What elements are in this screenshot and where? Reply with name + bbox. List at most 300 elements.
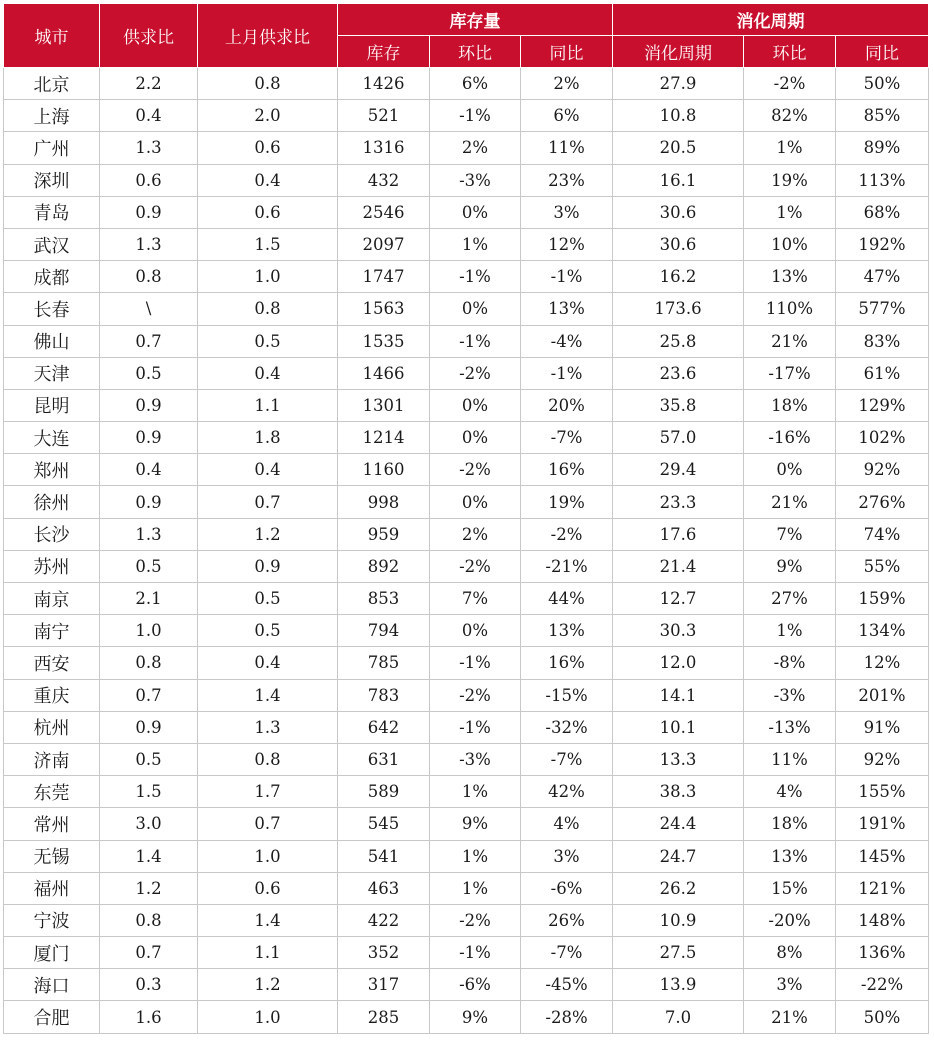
cell-digestion-cycle: 10.8 bbox=[613, 100, 744, 132]
cell-inventory: 785 bbox=[338, 647, 430, 679]
header-inventory-yoy: 同比 bbox=[521, 36, 613, 68]
cell-inventory-mom: 0% bbox=[430, 196, 521, 228]
cell-city: 福州 bbox=[4, 872, 100, 904]
cell-supply-demand: 0.7 bbox=[100, 325, 198, 357]
cell-digestion-yoy: 136% bbox=[836, 937, 929, 969]
cell-inventory: 1160 bbox=[338, 454, 430, 486]
cell-inventory-mom: 9% bbox=[430, 1001, 521, 1033]
cell-inventory-mom: -3% bbox=[430, 743, 521, 775]
cell-inventory-mom: -1% bbox=[430, 711, 521, 743]
cell-inventory: 853 bbox=[338, 583, 430, 615]
cell-inventory-mom: -1% bbox=[430, 100, 521, 132]
table-row bbox=[4, 68, 929, 100]
cell-inventory-mom: 1% bbox=[430, 872, 521, 904]
cell-inventory-yoy: -7% bbox=[521, 422, 613, 454]
cell-digestion-cycle: 27.5 bbox=[613, 937, 744, 969]
cell-digestion-cycle: 12.7 bbox=[613, 583, 744, 615]
cell-last-month-supply-demand: 0.5 bbox=[198, 325, 338, 357]
cell-inventory-yoy: 4% bbox=[521, 808, 613, 840]
cell-city: 南京 bbox=[4, 583, 100, 615]
cell-last-month-supply-demand: 0.8 bbox=[198, 293, 338, 325]
table-row bbox=[4, 196, 929, 228]
cell-inventory: 422 bbox=[338, 904, 430, 936]
table-row bbox=[4, 937, 929, 969]
cell-digestion-mom: -2% bbox=[744, 68, 836, 100]
cell-digestion-mom: 11% bbox=[744, 743, 836, 775]
table-row bbox=[4, 389, 929, 421]
cell-inventory: 352 bbox=[338, 937, 430, 969]
table-row bbox=[4, 776, 929, 808]
cell-digestion-yoy: 276% bbox=[836, 486, 929, 518]
cell-digestion-mom: -16% bbox=[744, 422, 836, 454]
cell-supply-demand: 1.3 bbox=[100, 132, 198, 164]
cell-supply-demand: 2.2 bbox=[100, 68, 198, 100]
cell-inventory-mom: -6% bbox=[430, 969, 521, 1001]
cell-last-month-supply-demand: 0.4 bbox=[198, 647, 338, 679]
table-row bbox=[4, 872, 929, 904]
cell-inventory-mom: 7% bbox=[430, 583, 521, 615]
cell-last-month-supply-demand: 0.5 bbox=[198, 583, 338, 615]
table-row bbox=[4, 1001, 929, 1033]
cell-digestion-cycle: 173.6 bbox=[613, 293, 744, 325]
cell-city: 佛山 bbox=[4, 325, 100, 357]
cell-digestion-cycle: 17.6 bbox=[613, 518, 744, 550]
cell-inventory-mom: 1% bbox=[430, 228, 521, 260]
cell-digestion-yoy: 61% bbox=[836, 357, 929, 389]
table-body bbox=[4, 68, 929, 1034]
cell-digestion-mom: 1% bbox=[744, 132, 836, 164]
cell-city: 武汉 bbox=[4, 228, 100, 260]
cell-supply-demand: 1.3 bbox=[100, 228, 198, 260]
cell-inventory-mom: 1% bbox=[430, 776, 521, 808]
cell-city: 长沙 bbox=[4, 518, 100, 550]
cell-inventory: 1301 bbox=[338, 389, 430, 421]
cell-digestion-yoy: 47% bbox=[836, 261, 929, 293]
city-inventory-table bbox=[3, 3, 929, 1034]
table-row bbox=[4, 518, 929, 550]
cell-last-month-supply-demand: 1.2 bbox=[198, 518, 338, 550]
cell-last-month-supply-demand: 2.0 bbox=[198, 100, 338, 132]
table-row bbox=[4, 840, 929, 872]
cell-last-month-supply-demand: 1.2 bbox=[198, 969, 338, 1001]
cell-city: 深圳 bbox=[4, 164, 100, 196]
cell-supply-demand: 0.7 bbox=[100, 937, 198, 969]
cell-supply-demand: 0.8 bbox=[100, 904, 198, 936]
cell-inventory-yoy: 6% bbox=[521, 100, 613, 132]
cell-inventory-yoy: 19% bbox=[521, 486, 613, 518]
table-row bbox=[4, 615, 929, 647]
table-row bbox=[4, 808, 929, 840]
cell-city: 上海 bbox=[4, 100, 100, 132]
header-digestion-cycle: 消化周期 bbox=[613, 36, 744, 68]
cell-supply-demand: 1.4 bbox=[100, 840, 198, 872]
cell-digestion-mom: 19% bbox=[744, 164, 836, 196]
header-digestion-group: 消化周期 bbox=[613, 4, 929, 36]
cell-digestion-mom: 4% bbox=[744, 776, 836, 808]
table-row bbox=[4, 711, 929, 743]
cell-digestion-mom: -8% bbox=[744, 647, 836, 679]
cell-digestion-mom: 1% bbox=[744, 196, 836, 228]
cell-inventory: 959 bbox=[338, 518, 430, 550]
cell-inventory: 642 bbox=[338, 711, 430, 743]
cell-digestion-cycle: 24.4 bbox=[613, 808, 744, 840]
cell-supply-demand: 2.1 bbox=[100, 583, 198, 615]
cell-digestion-cycle: 10.1 bbox=[613, 711, 744, 743]
cell-last-month-supply-demand: 0.6 bbox=[198, 872, 338, 904]
cell-inventory-yoy: -21% bbox=[521, 550, 613, 582]
cell-inventory-yoy: 13% bbox=[521, 293, 613, 325]
cell-digestion-yoy: 74% bbox=[836, 518, 929, 550]
cell-supply-demand: 3.0 bbox=[100, 808, 198, 840]
table-row bbox=[4, 583, 929, 615]
cell-digestion-cycle: 10.9 bbox=[613, 904, 744, 936]
cell-digestion-cycle: 23.6 bbox=[613, 357, 744, 389]
cell-inventory-mom: -1% bbox=[430, 325, 521, 357]
header-row-1 bbox=[4, 4, 929, 36]
cell-digestion-mom: 82% bbox=[744, 100, 836, 132]
cell-inventory-yoy: -7% bbox=[521, 743, 613, 775]
cell-digestion-yoy: 155% bbox=[836, 776, 929, 808]
table-row bbox=[4, 550, 929, 582]
cell-supply-demand: 0.3 bbox=[100, 969, 198, 1001]
cell-supply-demand: \ bbox=[100, 293, 198, 325]
table-row bbox=[4, 100, 929, 132]
cell-digestion-mom: 15% bbox=[744, 872, 836, 904]
cell-digestion-yoy: 12% bbox=[836, 647, 929, 679]
cell-digestion-yoy: 89% bbox=[836, 132, 929, 164]
cell-digestion-mom: -20% bbox=[744, 904, 836, 936]
cell-supply-demand: 0.8 bbox=[100, 647, 198, 679]
cell-inventory: 317 bbox=[338, 969, 430, 1001]
cell-last-month-supply-demand: 0.5 bbox=[198, 615, 338, 647]
cell-last-month-supply-demand: 1.1 bbox=[198, 937, 338, 969]
cell-digestion-mom: 21% bbox=[744, 325, 836, 357]
cell-inventory-yoy: -45% bbox=[521, 969, 613, 1001]
cell-inventory-mom: 2% bbox=[430, 132, 521, 164]
cell-inventory: 1426 bbox=[338, 68, 430, 100]
cell-city: 长春 bbox=[4, 293, 100, 325]
cell-digestion-mom: 7% bbox=[744, 518, 836, 550]
cell-supply-demand: 0.7 bbox=[100, 679, 198, 711]
cell-digestion-cycle: 30.6 bbox=[613, 196, 744, 228]
cell-digestion-cycle: 14.1 bbox=[613, 679, 744, 711]
cell-city: 厦门 bbox=[4, 937, 100, 969]
cell-supply-demand: 0.9 bbox=[100, 422, 198, 454]
cell-digestion-yoy: 121% bbox=[836, 872, 929, 904]
cell-inventory-mom: -2% bbox=[430, 357, 521, 389]
cell-digestion-cycle: 12.0 bbox=[613, 647, 744, 679]
cell-digestion-cycle: 57.0 bbox=[613, 422, 744, 454]
table-row bbox=[4, 647, 929, 679]
table-row bbox=[4, 261, 929, 293]
cell-inventory-yoy: -32% bbox=[521, 711, 613, 743]
header-digestion-mom: 环比 bbox=[744, 36, 836, 68]
table-row bbox=[4, 904, 929, 936]
cell-inventory-yoy: 12% bbox=[521, 228, 613, 260]
cell-supply-demand: 0.5 bbox=[100, 550, 198, 582]
cell-digestion-yoy: 91% bbox=[836, 711, 929, 743]
cell-inventory-yoy: 42% bbox=[521, 776, 613, 808]
cell-last-month-supply-demand: 1.0 bbox=[198, 1001, 338, 1033]
cell-last-month-supply-demand: 1.4 bbox=[198, 904, 338, 936]
cell-city: 合肥 bbox=[4, 1001, 100, 1033]
cell-digestion-yoy: 577% bbox=[836, 293, 929, 325]
cell-inventory: 892 bbox=[338, 550, 430, 582]
cell-inventory-mom: 0% bbox=[430, 293, 521, 325]
cell-digestion-cycle: 13.9 bbox=[613, 969, 744, 1001]
cell-supply-demand: 0.5 bbox=[100, 357, 198, 389]
cell-digestion-mom: 13% bbox=[744, 261, 836, 293]
header-city: 城市 bbox=[4, 4, 100, 68]
cell-digestion-yoy: 55% bbox=[836, 550, 929, 582]
cell-digestion-yoy: 201% bbox=[836, 679, 929, 711]
cell-inventory-yoy: -15% bbox=[521, 679, 613, 711]
cell-digestion-mom: -13% bbox=[744, 711, 836, 743]
cell-inventory-yoy: 11% bbox=[521, 132, 613, 164]
cell-inventory: 1563 bbox=[338, 293, 430, 325]
cell-digestion-yoy: 191% bbox=[836, 808, 929, 840]
cell-last-month-supply-demand: 0.8 bbox=[198, 743, 338, 775]
cell-city: 郑州 bbox=[4, 454, 100, 486]
cell-supply-demand: 1.5 bbox=[100, 776, 198, 808]
cell-digestion-yoy: 50% bbox=[836, 1001, 929, 1033]
cell-digestion-yoy: 148% bbox=[836, 904, 929, 936]
cell-digestion-mom: -17% bbox=[744, 357, 836, 389]
cell-inventory-yoy: 26% bbox=[521, 904, 613, 936]
cell-inventory-mom: -2% bbox=[430, 679, 521, 711]
cell-inventory-mom: -2% bbox=[430, 454, 521, 486]
header-inventory: 库存 bbox=[338, 36, 430, 68]
cell-inventory-mom: -1% bbox=[430, 647, 521, 679]
cell-digestion-mom: 21% bbox=[744, 486, 836, 518]
cell-inventory-yoy: 3% bbox=[521, 196, 613, 228]
cell-city: 海口 bbox=[4, 969, 100, 1001]
cell-digestion-yoy: 145% bbox=[836, 840, 929, 872]
cell-inventory-yoy: -6% bbox=[521, 872, 613, 904]
cell-inventory-yoy: 2% bbox=[521, 68, 613, 100]
table-row bbox=[4, 325, 929, 357]
cell-inventory: 1466 bbox=[338, 357, 430, 389]
cell-inventory: 1535 bbox=[338, 325, 430, 357]
cell-last-month-supply-demand: 1.7 bbox=[198, 776, 338, 808]
cell-digestion-mom: 9% bbox=[744, 550, 836, 582]
cell-digestion-mom: 0% bbox=[744, 454, 836, 486]
cell-supply-demand: 0.6 bbox=[100, 164, 198, 196]
cell-supply-demand: 0.8 bbox=[100, 261, 198, 293]
cell-inventory: 589 bbox=[338, 776, 430, 808]
table-row bbox=[4, 679, 929, 711]
cell-supply-demand: 1.3 bbox=[100, 518, 198, 550]
cell-city: 青岛 bbox=[4, 196, 100, 228]
cell-inventory-yoy: 13% bbox=[521, 615, 613, 647]
cell-city: 常州 bbox=[4, 808, 100, 840]
cell-digestion-cycle: 35.8 bbox=[613, 389, 744, 421]
cell-digestion-cycle: 20.5 bbox=[613, 132, 744, 164]
cell-digestion-yoy: 68% bbox=[836, 196, 929, 228]
cell-inventory: 2097 bbox=[338, 228, 430, 260]
cell-city: 宁波 bbox=[4, 904, 100, 936]
cell-digestion-mom: 18% bbox=[744, 808, 836, 840]
cell-digestion-mom: 21% bbox=[744, 1001, 836, 1033]
cell-inventory-yoy: 23% bbox=[521, 164, 613, 196]
cell-city: 徐州 bbox=[4, 486, 100, 518]
cell-city: 杭州 bbox=[4, 711, 100, 743]
cell-inventory-mom: -2% bbox=[430, 550, 521, 582]
cell-last-month-supply-demand: 0.7 bbox=[198, 808, 338, 840]
cell-inventory: 432 bbox=[338, 164, 430, 196]
cell-last-month-supply-demand: 0.4 bbox=[198, 454, 338, 486]
cell-inventory-yoy: 16% bbox=[521, 647, 613, 679]
cell-inventory: 285 bbox=[338, 1001, 430, 1033]
cell-last-month-supply-demand: 0.9 bbox=[198, 550, 338, 582]
cell-digestion-cycle: 24.7 bbox=[613, 840, 744, 872]
cell-digestion-cycle: 26.2 bbox=[613, 872, 744, 904]
table-container bbox=[3, 3, 928, 1034]
cell-last-month-supply-demand: 0.4 bbox=[198, 164, 338, 196]
cell-city: 重庆 bbox=[4, 679, 100, 711]
cell-digestion-mom: -3% bbox=[744, 679, 836, 711]
cell-last-month-supply-demand: 1.0 bbox=[198, 840, 338, 872]
cell-inventory: 1316 bbox=[338, 132, 430, 164]
cell-inventory-yoy: -2% bbox=[521, 518, 613, 550]
cell-inventory: 541 bbox=[338, 840, 430, 872]
cell-digestion-cycle: 30.3 bbox=[613, 615, 744, 647]
cell-digestion-yoy: 129% bbox=[836, 389, 929, 421]
cell-city: 广州 bbox=[4, 132, 100, 164]
cell-digestion-mom: 18% bbox=[744, 389, 836, 421]
cell-digestion-yoy: -22% bbox=[836, 969, 929, 1001]
cell-inventory-yoy: -1% bbox=[521, 357, 613, 389]
cell-inventory-mom: 1% bbox=[430, 840, 521, 872]
header-inventory-mom: 环比 bbox=[430, 36, 521, 68]
cell-inventory: 2546 bbox=[338, 196, 430, 228]
cell-last-month-supply-demand: 0.6 bbox=[198, 196, 338, 228]
cell-digestion-mom: 110% bbox=[744, 293, 836, 325]
table-row bbox=[4, 132, 929, 164]
table-row bbox=[4, 454, 929, 486]
cell-inventory-mom: 0% bbox=[430, 422, 521, 454]
cell-city: 南宁 bbox=[4, 615, 100, 647]
cell-digestion-cycle: 27.9 bbox=[613, 68, 744, 100]
cell-digestion-yoy: 50% bbox=[836, 68, 929, 100]
cell-inventory-mom: -2% bbox=[430, 904, 521, 936]
cell-inventory-mom: 9% bbox=[430, 808, 521, 840]
cell-supply-demand: 1.0 bbox=[100, 615, 198, 647]
table-row bbox=[4, 422, 929, 454]
cell-digestion-cycle: 13.3 bbox=[613, 743, 744, 775]
cell-supply-demand: 0.4 bbox=[100, 100, 198, 132]
cell-inventory-mom: -1% bbox=[430, 937, 521, 969]
cell-supply-demand: 0.9 bbox=[100, 389, 198, 421]
cell-inventory: 794 bbox=[338, 615, 430, 647]
cell-digestion-cycle: 38.3 bbox=[613, 776, 744, 808]
cell-inventory-yoy: 16% bbox=[521, 454, 613, 486]
cell-supply-demand: 1.6 bbox=[100, 1001, 198, 1033]
cell-digestion-mom: 8% bbox=[744, 937, 836, 969]
cell-digestion-yoy: 92% bbox=[836, 743, 929, 775]
cell-supply-demand: 0.9 bbox=[100, 196, 198, 228]
cell-city: 东莞 bbox=[4, 776, 100, 808]
cell-digestion-cycle: 21.4 bbox=[613, 550, 744, 582]
cell-digestion-mom: 13% bbox=[744, 840, 836, 872]
cell-city: 昆明 bbox=[4, 389, 100, 421]
cell-digestion-yoy: 134% bbox=[836, 615, 929, 647]
cell-last-month-supply-demand: 1.3 bbox=[198, 711, 338, 743]
cell-city: 无锡 bbox=[4, 840, 100, 872]
cell-last-month-supply-demand: 1.5 bbox=[198, 228, 338, 260]
cell-city: 成都 bbox=[4, 261, 100, 293]
cell-digestion-cycle: 30.6 bbox=[613, 228, 744, 260]
cell-last-month-supply-demand: 0.7 bbox=[198, 486, 338, 518]
table-row bbox=[4, 969, 929, 1001]
cell-inventory-mom: -3% bbox=[430, 164, 521, 196]
header-inventory-group: 库存量 bbox=[338, 4, 613, 36]
cell-digestion-cycle: 7.0 bbox=[613, 1001, 744, 1033]
cell-inventory-yoy: 44% bbox=[521, 583, 613, 615]
cell-last-month-supply-demand: 0.8 bbox=[198, 68, 338, 100]
cell-inventory: 998 bbox=[338, 486, 430, 518]
cell-inventory-yoy: 20% bbox=[521, 389, 613, 421]
cell-inventory: 521 bbox=[338, 100, 430, 132]
table-header bbox=[4, 4, 929, 68]
cell-digestion-yoy: 102% bbox=[836, 422, 929, 454]
cell-inventory-mom: 6% bbox=[430, 68, 521, 100]
cell-digestion-mom: 27% bbox=[744, 583, 836, 615]
cell-inventory-yoy: 3% bbox=[521, 840, 613, 872]
table-row bbox=[4, 164, 929, 196]
cell-supply-demand: 1.2 bbox=[100, 872, 198, 904]
header-supply-demand: 供求比 bbox=[100, 4, 198, 68]
cell-inventory: 783 bbox=[338, 679, 430, 711]
cell-digestion-yoy: 159% bbox=[836, 583, 929, 615]
cell-inventory-yoy: -1% bbox=[521, 261, 613, 293]
cell-digestion-yoy: 192% bbox=[836, 228, 929, 260]
table-row bbox=[4, 486, 929, 518]
cell-digestion-yoy: 83% bbox=[836, 325, 929, 357]
cell-inventory: 1214 bbox=[338, 422, 430, 454]
cell-inventory-mom: 2% bbox=[430, 518, 521, 550]
cell-last-month-supply-demand: 1.8 bbox=[198, 422, 338, 454]
cell-last-month-supply-demand: 1.4 bbox=[198, 679, 338, 711]
cell-inventory: 1747 bbox=[338, 261, 430, 293]
cell-inventory-yoy: -4% bbox=[521, 325, 613, 357]
cell-city: 西安 bbox=[4, 647, 100, 679]
cell-digestion-yoy: 92% bbox=[836, 454, 929, 486]
table-row bbox=[4, 743, 929, 775]
cell-supply-demand: 0.5 bbox=[100, 743, 198, 775]
cell-digestion-cycle: 16.2 bbox=[613, 261, 744, 293]
cell-inventory-yoy: -28% bbox=[521, 1001, 613, 1033]
cell-digestion-mom: 1% bbox=[744, 615, 836, 647]
header-last-month-supply-demand: 上月供求比 bbox=[198, 4, 338, 68]
cell-digestion-cycle: 23.3 bbox=[613, 486, 744, 518]
cell-inventory-mom: -1% bbox=[430, 261, 521, 293]
cell-supply-demand: 0.9 bbox=[100, 711, 198, 743]
cell-inventory-yoy: -7% bbox=[521, 937, 613, 969]
cell-digestion-cycle: 25.8 bbox=[613, 325, 744, 357]
cell-inventory: 545 bbox=[338, 808, 430, 840]
cell-city: 天津 bbox=[4, 357, 100, 389]
cell-inventory-mom: 0% bbox=[430, 486, 521, 518]
cell-digestion-mom: 10% bbox=[744, 228, 836, 260]
cell-city: 苏州 bbox=[4, 550, 100, 582]
cell-digestion-cycle: 16.1 bbox=[613, 164, 744, 196]
cell-inventory-mom: 0% bbox=[430, 615, 521, 647]
cell-city: 济南 bbox=[4, 743, 100, 775]
cell-digestion-cycle: 29.4 bbox=[613, 454, 744, 486]
cell-digestion-yoy: 113% bbox=[836, 164, 929, 196]
cell-last-month-supply-demand: 1.1 bbox=[198, 389, 338, 421]
